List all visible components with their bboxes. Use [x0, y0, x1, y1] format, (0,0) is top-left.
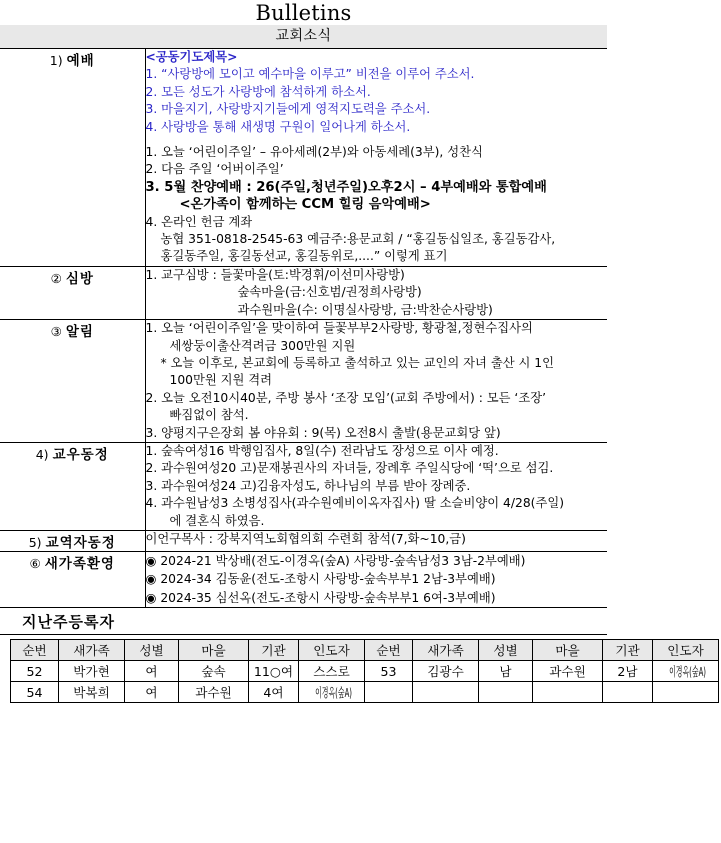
cell-village: [533, 682, 603, 703]
member-news-item: 1. 숲속여성16 박행임집사, 8일(수) 전라남도 장성으로 이사 예정.: [145, 443, 499, 458]
visitation-item: 1. 교구심방 : 들꽃마을(토:박경휘/이선미사랑방): [145, 267, 405, 282]
worship-item: 1. 오늘 ‘어린이주일’ – 유아세례(2부)와 아동세례(3부), 성찬식: [145, 145, 483, 160]
column-header-no: 순번: [365, 640, 413, 661]
column-header-gender: 성별: [479, 640, 533, 661]
section-row-visitation: [0, 266, 607, 319]
subtitle-band: [0, 25, 607, 49]
spacer: [146, 136, 608, 144]
cell-village: 과수원: [533, 661, 603, 682]
prayer-item: 2. 모든 성도가 사랑방에 참석하게 하소서.: [145, 84, 371, 99]
cell-name: 박복희: [59, 682, 125, 703]
section-row-new-family: [0, 551, 607, 607]
member-news-item: 4. 과수원남성3 소병성집사(과수원예비이옥자집사) 딸 소슬비양이 4/28(주일): [145, 496, 565, 511]
section-number: ③: [50, 324, 62, 340]
member-news-item: 3. 과수원여성24 고)김융자성도, 하나님의 부름 받아 장례중.: [145, 478, 471, 493]
announcement-item: 2. 오늘 오전10시40분, 주방 봉사 ‘조장 모임’(교회 주방에서) : 모든 ‘조장’: [145, 390, 546, 405]
section-row-worship: [0, 49, 607, 266]
section-label-member-news: [0, 442, 145, 530]
section-content-worship: [145, 49, 607, 266]
announcement-item: 빠짐없이 참석.: [169, 408, 249, 423]
cell-leader: [299, 682, 365, 703]
cell-village: 숲속: [179, 661, 249, 682]
section-name: 새가족환영: [44, 555, 115, 572]
announcement-item: 세쌍둥이출산격려금 300만원 지원: [169, 338, 356, 353]
registrants-table: [10, 639, 719, 703]
section-content-visitation: [145, 266, 607, 319]
registrants-title: 지난주등록자: [0, 608, 607, 635]
cell-leader-text: 이경옥(숲A): [669, 663, 707, 679]
cell-no: 53: [365, 661, 413, 682]
table-row: [11, 682, 719, 703]
cell-village: 과수원: [179, 682, 249, 703]
section-content-pastor-news: [145, 530, 607, 551]
section-number: 4): [35, 446, 49, 462]
cell-name: [413, 682, 479, 703]
subtitle-text: 교회소식: [275, 28, 332, 44]
prayer-heading: <공동기도제목>: [145, 50, 238, 64]
table-header-row: [11, 640, 719, 661]
cell-gender: 남: [479, 661, 533, 682]
cell-gender: [479, 682, 533, 703]
cell-gender: 여: [125, 682, 179, 703]
cell-name: 김광수: [413, 661, 479, 682]
section-label-new-family: [0, 551, 145, 607]
announcement-item: 1. 오늘 ‘어린이주일’을 맞이하여 들꽃부부2사랑방, 황광철,정현수집사의: [145, 321, 533, 336]
cell-org: [603, 682, 653, 703]
prayer-item: 3. 마을지기, 사랑방지기들에게 영적지도력을 주소서.: [145, 102, 431, 117]
announcement-item: 3. 양평지구은장회 봄 야유회 : 9(목) 오전8시 출발(용문교회당 앞): [145, 425, 501, 440]
column-header-no: 순번: [11, 640, 59, 661]
worship-item: 2. 다음 주일 ‘어버이주일’: [145, 162, 284, 177]
cell-no: 54: [11, 682, 59, 703]
registrants-block: [0, 608, 707, 703]
cell-leader-text: 이경옥(숲A): [315, 684, 353, 700]
column-header-org: 기관: [603, 640, 653, 661]
member-news-item: 2. 과수원여성20 고)문재봉권사의 자녀들, 장례후 주일식당에 ‘떡’으로 섬김.: [145, 461, 554, 476]
new-family-text: 2024-35 심선옥(전도-조항시 사랑방-숲속부부1 6여-3부예배): [160, 590, 496, 605]
column-header-leader: 인도자: [653, 640, 719, 661]
new-family-row: [146, 552, 608, 570]
column-header-village: 마을: [179, 640, 249, 661]
prayer-item: 1. “사랑방에 모이고 예수마을 이루고” 비전을 이루어 주소서.: [145, 67, 475, 82]
section-row-announcements: [0, 320, 607, 443]
section-number: 5): [28, 534, 42, 550]
worship-account-line: 홍길동주일, 홍길동선교, 홍길동위로,....” 이렇게 표기: [160, 249, 448, 264]
worship-item-highlight: 3. 5월 찬양예배 : 26(주일,청년주일)오후2시 – 4부예배와 통합예배: [145, 179, 547, 195]
cell-no: 52: [11, 661, 59, 682]
radio-filled-icon: ◉: [145, 552, 157, 568]
cell-no: [365, 682, 413, 703]
cell-org: 11○여: [249, 661, 299, 682]
prayer-item: 4. 사랑방을 통해 새생명 구원이 일어나게 하소서.: [145, 119, 411, 134]
pastor-news-item: 이언구목사 : 강북지역노회협의회 수련회 참석(7,화~10,금): [145, 531, 466, 546]
bulletin-sections-table: [0, 49, 607, 608]
column-header-name: 새가족: [413, 640, 479, 661]
visitation-item: 숲속마을(금:신호범/권정희사랑방): [237, 285, 422, 300]
new-family-text: 2024-34 김동윤(전도-조항시 사랑방-숲속부부1 2남-3부예배): [160, 572, 496, 587]
section-label-pastor-news: [0, 530, 145, 551]
cell-leader: [653, 682, 719, 703]
section-name: 교역자동정: [45, 534, 116, 551]
table-row: [11, 661, 719, 682]
section-name: 예배: [66, 53, 95, 69]
cell-gender: 여: [125, 661, 179, 682]
announcement-note: * 오늘 이후로, 본교회에 등록하고 출석하고 있는 교인의 자녀 출산 시 1인: [160, 355, 554, 370]
worship-ccm-line: <온가족이 함께하는 CCM 힐링 음악예배>: [179, 197, 431, 213]
cell-leader: 스스로: [299, 661, 365, 682]
section-content-member-news: [145, 442, 607, 530]
new-family-row: [146, 589, 608, 607]
cell-org: 4여: [249, 682, 299, 703]
section-content-new-family: [145, 551, 607, 607]
section-row-member-news: [0, 442, 607, 530]
section-row-pastor-news: [0, 530, 607, 551]
new-family-text: 2024-21 박상배(전도-이경옥(숲A) 사랑방-숲속남성3 3남-2부예배): [160, 553, 526, 568]
section-label-worship: [0, 49, 145, 266]
radio-filled-icon: ◉: [145, 589, 157, 605]
cell-leader: [653, 661, 719, 682]
column-header-org: 기관: [249, 640, 299, 661]
section-name: 알림: [65, 324, 94, 341]
page-title: Bulletins: [255, 1, 352, 25]
new-family-row: [146, 570, 608, 588]
column-header-leader: 인도자: [299, 640, 365, 661]
section-name: 교우동정: [52, 446, 109, 463]
section-label-announcements: [0, 320, 145, 443]
section-number: ⑥: [29, 555, 41, 571]
worship-item: 4. 온라인 헌금 계좌: [145, 214, 253, 229]
worship-account-line: 농협 351-0818-2545-63 예금주:용문교회 / “홍길동십일조, 홍길동감사,: [160, 232, 556, 247]
radio-filled-icon: ◉: [145, 571, 157, 587]
section-number: 1): [49, 53, 63, 68]
section-content-announcements: [145, 320, 607, 443]
column-header-name: 새가족: [59, 640, 125, 661]
cell-name: 박가현: [59, 661, 125, 682]
column-header-gender: 성별: [125, 640, 179, 661]
announcement-note: 100만원 지원 격려: [169, 373, 273, 388]
section-name: 심방: [65, 270, 94, 287]
cell-org: 2남: [603, 661, 653, 682]
visitation-item: 과수원마을(수: 이명실사랑방, 금:박찬순사랑방): [237, 302, 493, 317]
section-label-visitation: [0, 266, 145, 319]
section-number: ②: [50, 270, 62, 286]
member-news-item: 에 결혼식 하였음.: [169, 513, 265, 528]
column-header-village: 마을: [533, 640, 603, 661]
